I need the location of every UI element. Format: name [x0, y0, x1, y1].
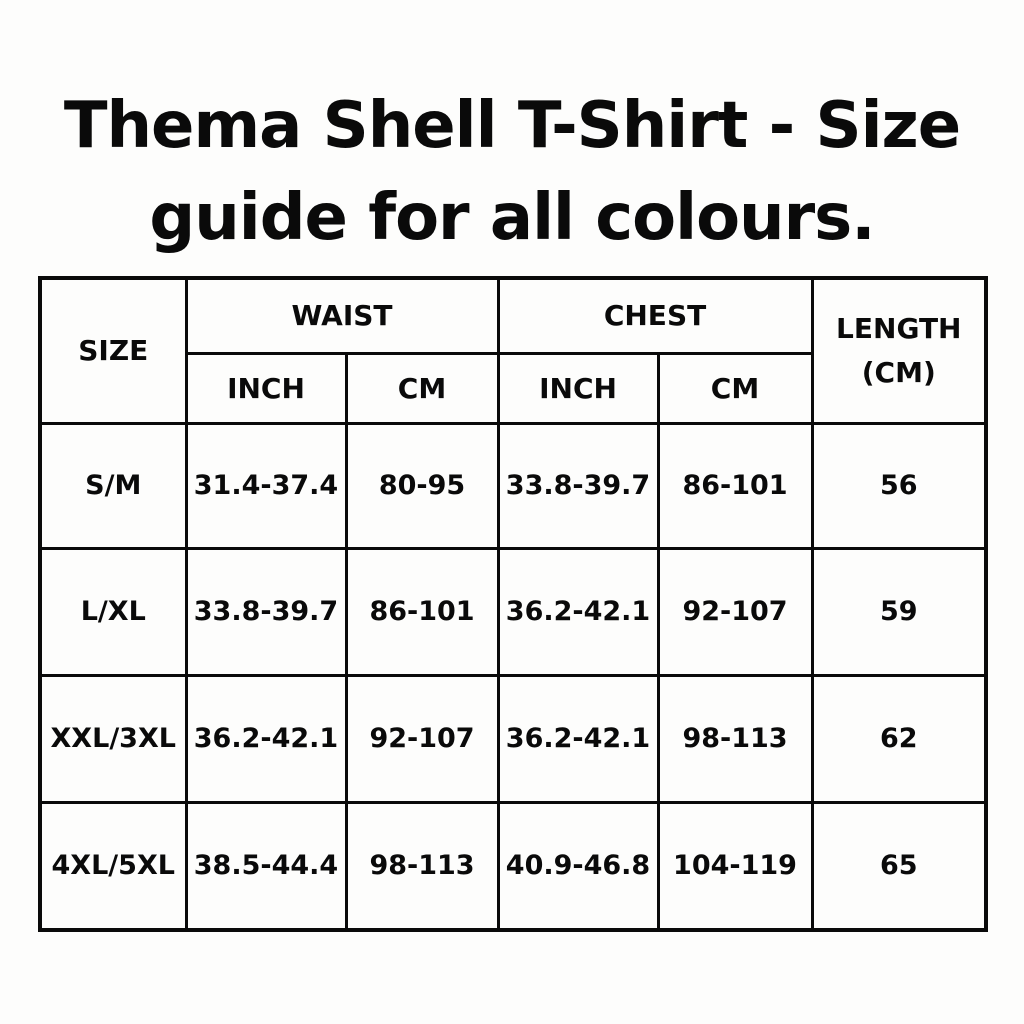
table-row — [40, 423, 986, 548]
cell-waist-inch: 36.2-42.1 — [186, 675, 346, 802]
cell-chest-cm: 86-101 — [658, 423, 812, 548]
cell-chest-cm: 98-113 — [658, 675, 812, 802]
header-size: SIZE — [40, 278, 186, 423]
header-length-line-2: (CM) — [861, 355, 936, 389]
cell-chest-inch: 33.8-39.7 — [498, 423, 658, 548]
header-waist-inch: INCH — [186, 353, 346, 423]
cell-waist-inch: 38.5-44.4 — [186, 802, 346, 930]
header-length — [812, 278, 986, 423]
header-waist-cm: CM — [346, 353, 498, 423]
table-row — [40, 675, 986, 802]
cell-waist-cm: 98-113 — [346, 802, 498, 930]
cell-chest-cm: 92-107 — [658, 548, 812, 675]
cell-chest-inch: 40.9-46.8 — [498, 802, 658, 930]
cell-waist-cm: 92-107 — [346, 675, 498, 802]
cell-length-cm: 56 — [812, 423, 986, 548]
table-row — [40, 802, 986, 930]
cell-size: 4XL/5XL — [40, 802, 186, 930]
page-title — [0, 80, 1024, 264]
cell-size: XXL/3XL — [40, 675, 186, 802]
cell-size: S/M — [40, 423, 186, 548]
cell-chest-cm: 104-119 — [658, 802, 812, 930]
cell-chest-inch: 36.2-42.1 — [498, 675, 658, 802]
header-waist: WAIST — [186, 278, 498, 353]
header-chest-inch: INCH — [498, 353, 658, 423]
cell-length-cm: 65 — [812, 802, 986, 930]
title-line-2: guide for all colours. — [149, 181, 875, 255]
size-table — [38, 276, 988, 932]
header-chest: CHEST — [498, 278, 812, 353]
header-row-1 — [40, 278, 986, 353]
cell-length-cm: 59 — [812, 548, 986, 675]
cell-waist-cm: 80-95 — [346, 423, 498, 548]
cell-waist-cm: 86-101 — [346, 548, 498, 675]
cell-chest-inch: 36.2-42.1 — [498, 548, 658, 675]
table-row — [40, 548, 986, 675]
cell-waist-inch: 31.4-37.4 — [186, 423, 346, 548]
title-line-1: Thema Shell T-Shirt - Size — [63, 89, 961, 163]
cell-waist-inch: 33.8-39.7 — [186, 548, 346, 675]
header-length-line-1: LENGTH — [836, 311, 962, 345]
cell-size: L/XL — [40, 548, 186, 675]
header-chest-cm: CM — [658, 353, 812, 423]
cell-length-cm: 62 — [812, 675, 986, 802]
